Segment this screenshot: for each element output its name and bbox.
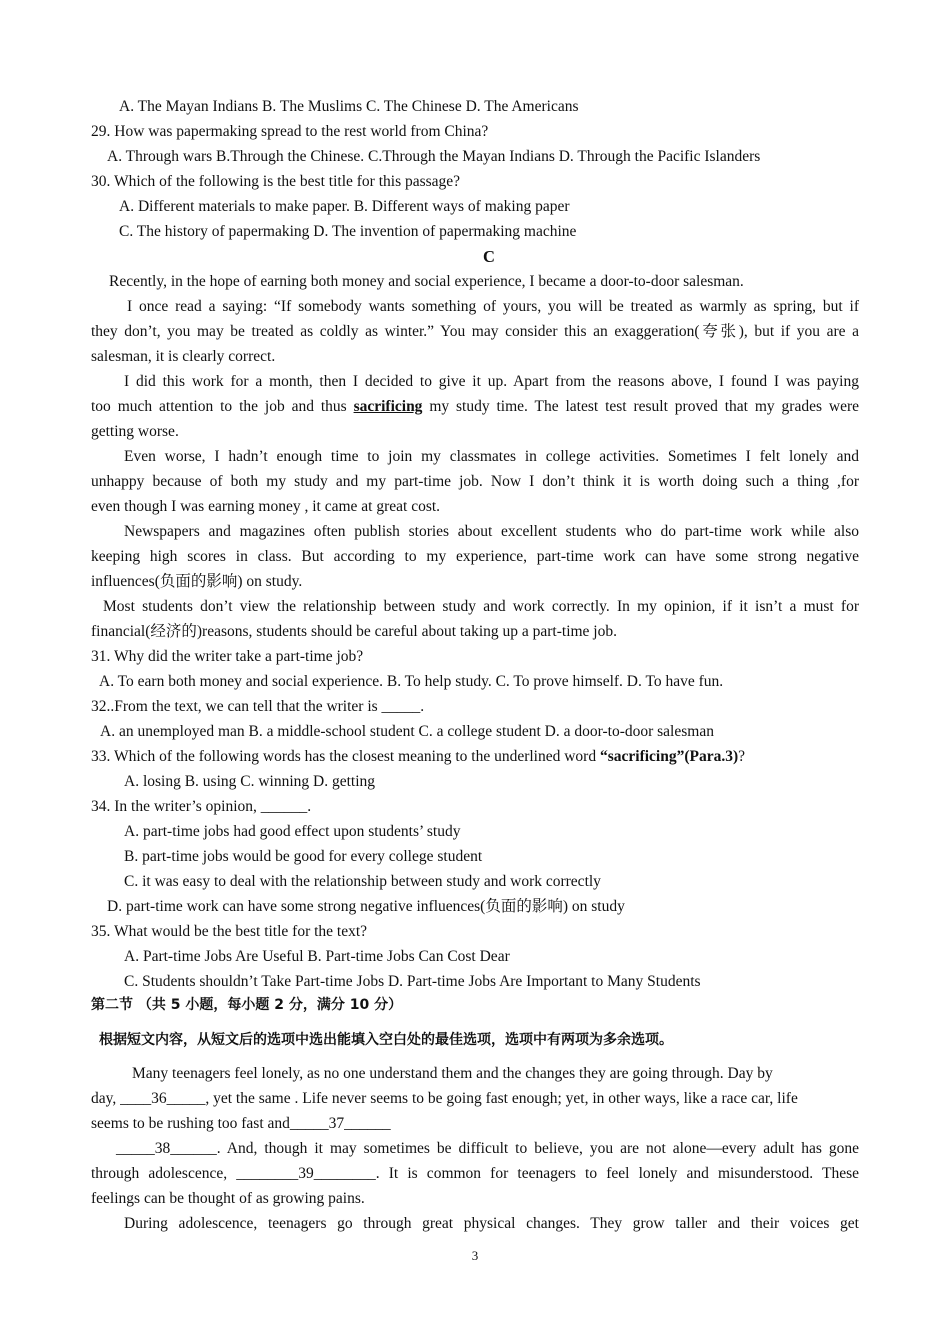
q31-options: A. To earn both money and social experience. B. To help study. C. To prove himself. D. To have fun.: [99, 673, 724, 690]
cloze-line4: [116, 1139, 859, 1159]
passage-c-p3-line3: getting worse.: [91, 423, 179, 440]
q29-options: A. Through wars B.Through the Chinese. C.Through the Mayan Indians D. Through the Pacific Islanders: [107, 148, 761, 165]
q33-question: [91, 747, 859, 767]
q32-options: A. an unemployed man B. a middle-school student C. a college student D. a door-to-door salesman: [100, 723, 714, 740]
cloze-line1: Many teenagers feel lonely, as no one understand them and the changes they are going through. Day by: [132, 1065, 773, 1082]
cloze-text: through adolescence,: [91, 1165, 237, 1182]
blank-37: _____37______: [289, 1115, 391, 1132]
q34-option-b: B. part-time jobs would be good for every college student: [124, 848, 483, 865]
passage-c-p5-line1: Newspapers and magazines often publish stories about excellent students who do part-time work while also: [124, 523, 859, 540]
q30-options-row1: A. Different materials to make paper. B. Different ways of making paper: [119, 198, 570, 215]
passage-c-p4-line3: even though I was earning money , it came at great cost.: [91, 498, 441, 515]
passage-c-p4-line2: unhappy because of both my study and my part-time job. Now I don’t think it is worth doing such a thing ,for: [91, 473, 859, 490]
passage-c-p2-line2: they don’t, you may be treated as coldly as winter.” You may consider this an exaggeration(夸张), but if you are a: [91, 323, 859, 340]
passage-c-p2-line3: salesman, it is clearly correct.: [91, 348, 276, 365]
blank-39: ________39________: [236, 1165, 376, 1182]
q34-option-c: C. it was easy to deal with the relationship between study and work correctly: [124, 873, 601, 890]
page-number: 3: [471, 1248, 479, 1263]
q30-question: 30. Which of the following is the best title for this passage?: [91, 173, 461, 190]
passage-c-p1: Recently, in the hope of earning both money and social experience, I became a door-to-door salesman.: [109, 273, 744, 290]
passage-c-p3-line1: I did this work for a month, then I decided to give it up. Apart from the reasons above, I found I was paying: [124, 373, 859, 390]
passage-c-p6-line2: financial(经济的)reasons, students should be careful about taking up a part-time job.: [91, 623, 617, 640]
passage-c-p3-line2: [91, 397, 859, 417]
q29-question: 29. How was papermaking spread to the rest world from China?: [91, 123, 489, 140]
q33-question-text: 33. Which of the following words has the closest meaning to the underlined word: [91, 748, 600, 765]
cloze-text: seems to be rushing too fast and: [91, 1115, 290, 1132]
q35-options-row2: C. Students shouldn’t Take Part-time Jobs D. Part-time Jobs Are Important to Many Students: [124, 973, 701, 990]
q35-question: 35. What would be the best title for the text?: [91, 923, 368, 940]
section-c-heading: C: [483, 247, 495, 266]
passage-c-p4-line1: Even worse, I hadn’t enough time to join my classmates in college activities. Sometimes I felt lonely and: [124, 448, 859, 465]
q33-options: A. losing B. using C. winning D. getting: [124, 773, 376, 790]
passage-c-p6-line1: Most students don’t view the relationship between study and work correctly. In my opinion, if it isn’t a must for: [103, 598, 859, 615]
cloze-text: , yet the same . Life never seems to be going fast enough; yet, in other ways, like a race car, life: [205, 1090, 798, 1107]
cloze-text: . It is common for teenagers to feel lonely and misunderstood. These: [375, 1165, 859, 1182]
q35-options-row1: A. Part-time Jobs Are Useful B. Part-time Jobs Can Cost Dear: [124, 948, 510, 965]
section2-heading: 第二节 （共 5 小题，每小题 2 分，满分 10 分）: [91, 997, 403, 1013]
q32-question: 32..From the text, we can tell that the writer is _____.: [91, 698, 425, 715]
passage-c-p2-line1: I once read a saying: “If somebody wants something of yours, you will be treated as warmly as spring, but if: [127, 298, 859, 315]
cloze-line2: [91, 1089, 859, 1109]
cloze-line3: [91, 1114, 859, 1134]
p3-text-b: my study time. The latest test result proved that my grades were: [422, 398, 859, 415]
blank-38: _____38______: [116, 1140, 217, 1157]
blank-36: ____36_____: [120, 1090, 206, 1107]
q34-option-d: D. part-time work can have some strong negative influences(负面的影响) on study: [107, 898, 625, 915]
q30-options-row2: C. The history of papermaking D. The invention of papermaking machine: [119, 223, 577, 240]
cloze-line5: [91, 1164, 859, 1184]
q34-question: 34. In the writer’s opinion, ______.: [91, 798, 312, 815]
passage-c-p5-line3: influences(负面的影响) on study.: [91, 573, 303, 590]
q33-question-mark: ?: [738, 748, 746, 765]
q28-options: A. The Mayan Indians B. The Muslims C. The Chinese D. The Americans: [119, 98, 579, 115]
q34-option-a: A. part-time jobs had good effect upon students’ study: [124, 823, 461, 840]
section2-instruction: 根据短文内容，从短文后的选项中选出能填入空白处的最佳选项，选项中有两项为多余选项。: [99, 1032, 673, 1048]
cloze-text: day,: [91, 1090, 121, 1107]
cloze-text: . And, though it may sometimes be difficult to believe, you are not alone—every adult has gone: [216, 1140, 859, 1157]
q33-target-word: “sacrificing”(Para.3): [599, 748, 739, 765]
underlined-word-sacrificing: sacrificing: [353, 398, 423, 415]
cloze-line6: feelings can be thought of as growing pains.: [91, 1190, 365, 1207]
q31-question: 31. Why did the writer take a part-time job?: [91, 648, 364, 665]
cloze-line7: During adolescence, teenagers go through great physical changes. They grow taller and their voices get: [124, 1215, 859, 1232]
passage-c-p5-line2: keeping high scores in class. But according to my experience, part-time work can have some strong negative: [91, 548, 859, 565]
p3-text-a: too much attention to the job and thus: [91, 398, 354, 415]
